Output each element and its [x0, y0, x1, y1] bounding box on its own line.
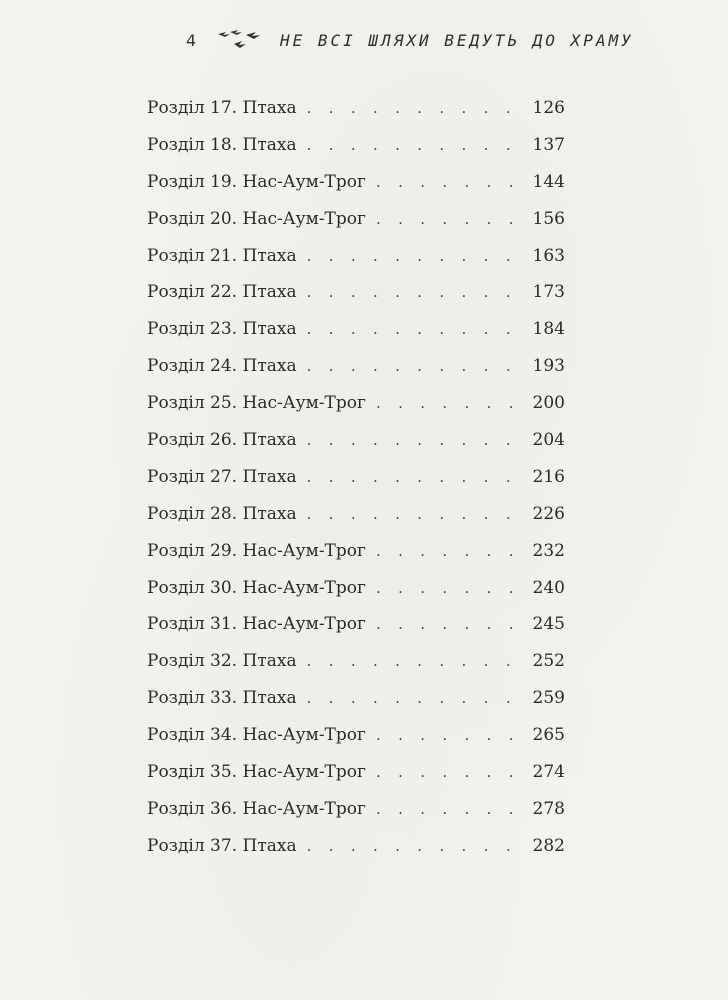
toc-dot-leader	[376, 164, 525, 201]
toc-entry-page-number: 163	[532, 245, 565, 266]
toc-entry-label: Розділ 33. Птаха	[147, 688, 297, 709]
toc-entry-page-number: 144	[532, 171, 565, 192]
toc-entry	[147, 311, 565, 348]
toc-entry-page-number: 232	[532, 540, 565, 561]
toc-dot-leader	[376, 754, 525, 791]
toc-entry-page-number: 265	[532, 725, 565, 746]
toc-dot-leader	[376, 717, 525, 754]
toc-dot-leader	[376, 570, 525, 607]
toc-entry	[147, 348, 565, 385]
toc-dot-leader	[307, 348, 525, 385]
toc-dot-leader	[307, 127, 525, 164]
toc-entry-page-number: 245	[532, 614, 565, 635]
toc-entry-label: Розділ 19. Нас-Аум-Трог	[147, 171, 366, 192]
toc-entry-page-number: 259	[532, 688, 565, 709]
toc-entry-page-number: 173	[532, 282, 565, 303]
toc-entry-page-number: 156	[532, 208, 565, 229]
toc-dot-leader	[307, 274, 525, 311]
toc-entry-page-number: 226	[532, 503, 565, 524]
toc-dot-leader	[376, 385, 525, 422]
toc-dot-leader	[307, 311, 525, 348]
toc-entry-label: Розділ 27. Птаха	[147, 466, 297, 487]
toc-entry-label: Розділ 29. Нас-Аум-Трог	[147, 540, 366, 561]
toc-entry-page-number: 126	[532, 98, 565, 118]
toc-entry-label: Розділ 21. Птаха	[147, 245, 297, 266]
toc-entry	[147, 127, 565, 164]
toc-entry	[147, 791, 565, 828]
toc-entry	[147, 496, 565, 533]
toc-entry	[147, 570, 565, 607]
toc-dot-leader	[307, 643, 525, 680]
toc-entry-label: Розділ 30. Нас-Аум-Трог	[147, 577, 366, 598]
toc-entry-label: Розділ 25. Нас-Аум-Трог	[147, 393, 366, 414]
toc-entry-page-number: 240	[532, 577, 565, 598]
toc-entry-page-number: 216	[532, 466, 565, 487]
running-title: НЕ ВСІ ШЛЯХИ ВЕДУТЬ ДО ХРАМУ	[280, 30, 634, 50]
toc-entry	[147, 717, 565, 754]
toc-entry-page-number: 200	[532, 393, 565, 414]
toc-entry-label: Розділ 37. Птаха	[147, 835, 297, 856]
toc-entry-page-number: 204	[532, 430, 565, 451]
toc-entry-label: Розділ 20. Нас-Аум-Трог	[147, 208, 366, 229]
toc-entry	[147, 828, 565, 865]
toc-entry	[147, 606, 565, 643]
toc-entry-page-number: 282	[532, 835, 565, 856]
toc-entry-page-number: 137	[532, 134, 565, 155]
toc-entry	[147, 90, 565, 127]
toc-entry-label: Розділ 34. Нас-Аум-Трог	[147, 725, 366, 746]
toc-entry-label: Розділ 26. Птаха	[147, 430, 297, 451]
toc-entry-label: Розділ 36. Нас-Аум-Трог	[147, 798, 366, 819]
toc-entry-label: Розділ 24. Птаха	[147, 356, 297, 377]
toc-dot-leader	[307, 828, 525, 865]
toc-entry-label: Розділ 28. Птаха	[147, 503, 297, 524]
flying-birds-icon	[216, 26, 268, 54]
toc-dot-leader	[307, 680, 525, 717]
table-of-contents	[147, 90, 565, 865]
toc-entry-page-number: 193	[532, 356, 565, 377]
toc-entry-page-number: 184	[532, 319, 565, 340]
toc-entry	[147, 201, 565, 238]
page-header	[186, 26, 634, 54]
toc-entry-label: Розділ 18. Птаха	[147, 134, 297, 155]
toc-entry-page-number: 252	[532, 651, 565, 672]
toc-entry-label: Розділ 23. Птаха	[147, 319, 297, 340]
toc-entry	[147, 385, 565, 422]
toc-entry-page-number: 274	[532, 762, 565, 783]
toc-entry	[147, 680, 565, 717]
toc-dot-leader	[307, 459, 525, 496]
toc-entry	[147, 643, 565, 680]
toc-dot-leader	[376, 533, 525, 570]
toc-entry-label: Розділ 22. Птаха	[147, 282, 297, 303]
toc-entry-label: Розділ 32. Птаха	[147, 651, 297, 672]
toc-entry-label: Розділ 31. Нас-Аум-Трог	[147, 614, 366, 635]
toc-dot-leader	[376, 201, 525, 238]
toc-entry-label: Розділ 17. Птаха	[147, 98, 297, 118]
toc-dot-leader	[307, 90, 525, 127]
toc-entry	[147, 754, 565, 791]
toc-entry-label: Розділ 35. Нас-Аум-Трог	[147, 762, 366, 783]
toc-entry	[147, 238, 565, 275]
toc-entry-page-number: 278	[532, 798, 565, 819]
toc-entry	[147, 422, 565, 459]
toc-entry	[147, 459, 565, 496]
toc-dot-leader	[307, 422, 525, 459]
toc-entry	[147, 164, 565, 201]
page-number: 4	[186, 30, 197, 50]
toc-dot-leader	[376, 606, 525, 643]
toc-dot-leader	[307, 238, 525, 275]
toc-dot-leader	[376, 791, 525, 828]
toc-entry	[147, 274, 565, 311]
toc-dot-leader	[307, 496, 525, 533]
toc-entry	[147, 533, 565, 570]
